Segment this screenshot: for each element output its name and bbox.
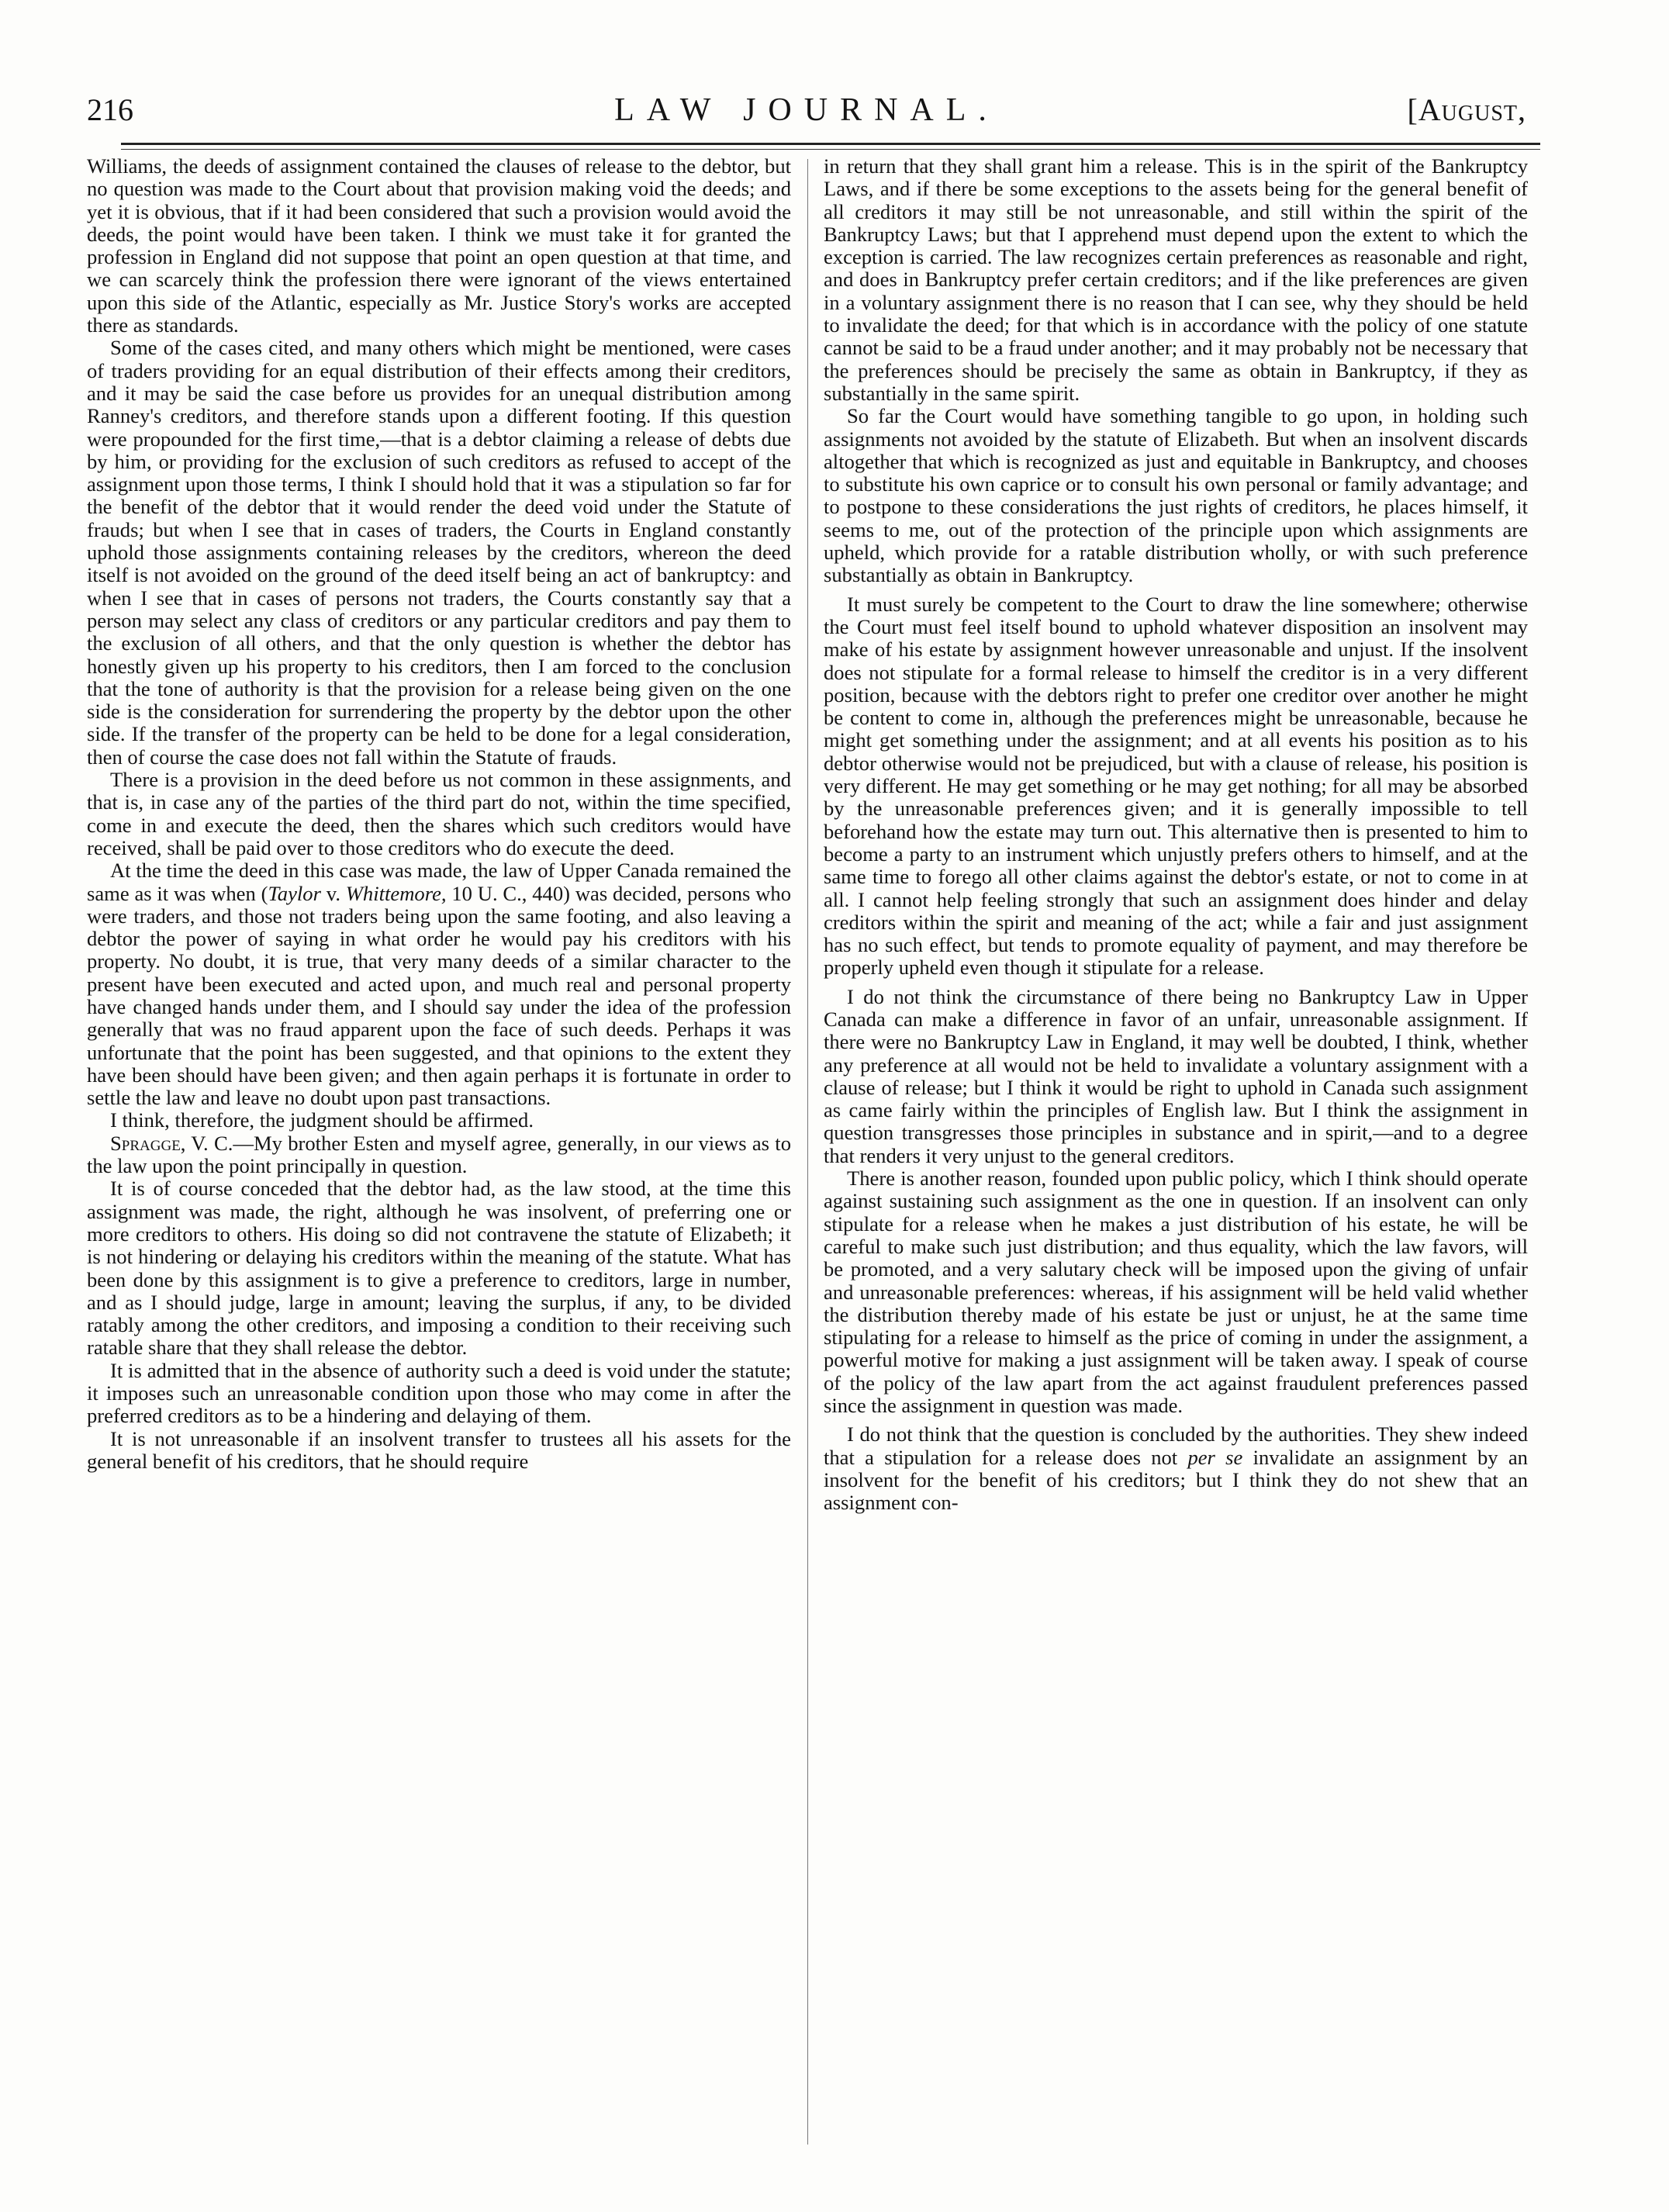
- column-divider: [807, 159, 808, 2145]
- latin-phrase: per se: [1187, 1445, 1243, 1469]
- paragraph: So far the Court would have something tangible to go upon, in holding such assignments not avoided by the statute of Elizabeth. But when an insolvent discards altogether that which is recognized as just and equitable in Bankruptcy, and chooses to substitute his own caprice or to consult his own personal or family advantage; and to postpone to these considerations the just rights of creditors, he places himself, it seems to me, out of the protection of the principle upon which assignments are upheld, which provide for a ratable distribution wholly, or with such preference substantially as obtain in Bankruptcy.: [824, 404, 1528, 587]
- text-run: v.: [320, 881, 346, 905]
- text-run: 10 U. C., 440) was decided, persons who were traders, and those not traders being upon the same footing, and also leaving a debtor the power of saying in what order he would pay his creditors with his property. No doubt, it is true, that very many deeds of a similar character to the present have been executed and acted upon, and much real and personal property have changed hands under them, and I should say under the idea of the profession generally that was no fraud apparent upon the face of such deeds. Perhaps it was unfortunate that the point has been suggested, and that opinions to the extent they have been should have been given; and then again perhaps it is fortunate in order to settle the law and leave no doubt upon past transactions.: [87, 881, 791, 1110]
- paragraph: I do not think the circumstance of there being no Bankruptcy Law in Upper Canada can make a difference in favor of an unfair, unreasonable assignment. If there were no Bankruptcy Law in England, it may well be doubted, I think, whether any preference at all would not be held to invalidate a voluntary assignment with a clause of release; but I think it would be right to uphold in Canada such assignment as came fairly within the principles of English law. But I think the assignment in question transgresses those principles in substance and in spirit,—and to a degree that renders it very unjust to the general creditors.: [824, 984, 1528, 1167]
- paragraph: [824, 1423, 1528, 1514]
- paragraph: Williams, the deeds of assignment contained the clauses of release to the debtor, but no question was made to the Court about that provision making void the deeds; and yet it is obvious, that if it had been considered that such a provision would avoid the deeds, the point would have been taken. I think we must take it for granted the profession in England did not suppose that point an open question at that time, and we can scarcely think the profession there were ignorant of the views entertained upon this side of the Atlantic, especially as Mr. Justice Story's works are accepted there as standards.: [87, 155, 791, 337]
- header-rule-thin: [121, 149, 1540, 150]
- text-run: At the time the deed in this case was made, the law of Upper Canada remained the same as it was when (: [87, 859, 791, 905]
- header-rule-thick: [121, 143, 1540, 145]
- paragraph: It is of course conceded that the debtor had, as the law stood, at the time this assignment was made, the right, although he was insolvent, of preferring one or more creditors to others. His doing so did not contravene the statute of Elizabeth; it is not hindering or delaying his creditors within the meaning of the statute. What has been done by this assignment is to give a preference to creditors, large in number, and as I should judge, large in amount; leaving the surplus, if any, to be divided ratably among the other creditors, and imposing a condition to their receiving such ratable share that they shall release the debtor.: [87, 1177, 791, 1360]
- case-name: Whittemore,: [345, 881, 447, 905]
- paragraph: [87, 1132, 791, 1178]
- speaker-name: Spragge, V. C.: [110, 1131, 233, 1155]
- paragraph: It is admitted that in the absence of authority such a deed is void under the statute; it imposes such an unreasonable condition upon those who may come in after the preferred creditors as to be a hindering and delaying of them.: [87, 1358, 791, 1428]
- issue-date: [August,: [1407, 92, 1526, 127]
- paragraph: It must surely be competent to the Court to draw the line somewhere; otherwise the Court must feel itself bound to uphold whatever disposition an insolvent may make of his estate by assignment however unreasonable and unjust. If the insolvent does not stipulate for a formal release to himself the creditor is in a very different position, because with the debtors right to prefer one creditor over another he might be content to come in, although the preferences might be unreasonable, because he might get something under the assignment; and at all events his position as to his debtor otherwise would not be prejudiced, but with a clause of release, his position is very different. He may get something or he may get nothing; for all may be absorbed by the unreasonable preferences given; and it is generally impossible to tell beforehand how the estate may turn out. This alternative then is presented to him to become a party to an instrument which unjustly prefers others to himself, and at the same time to forego all other claims against the debtor's estate, or not to come in at all. I cannot help feeling strongly that such an assignment does hinder and delay creditors within the spirit and meaning of the act; while a fair and just assignment has no such effect, but tends to promote equality of payment, and may therefore be properly upheld even though it stipulate for a release.: [824, 592, 1528, 980]
- paragraph: in return that they shall grant him a release. This is in the spirit of the Bankruptcy Laws, and if there be some exceptions to the assets being for the general benefit of all creditors it may still be not unreasonable, and still within the spirit of the Bankruptcy Laws; but that I apprehend must depend upon the extent to which the exception is carried. The law recognizes certain preferences as reasonable and right, and does in Bankruptcy prefer certain creditors; and if the like preferences are given in a voluntary assignment there is no reason that I can see, why they should be held to invalidate the deed; for that which is in accordance with the policy of one statute cannot be said to be a fraud under another; and it may probably not be necessary that the preferences should be precisely the same as obtain in Bankruptcy, if they as substantially in the same spirit.: [824, 155, 1528, 405]
- paragraph: It is not unreasonable if an insolvent transfer to trustees all his assets for the general benefit of his creditors, that he should require: [87, 1426, 791, 1473]
- page-header: [87, 92, 1526, 130]
- left-column: [87, 155, 791, 2164]
- text-run: I do not think that the question is concluded by the authorities. They shew indeed that a stipulation for a release does not: [824, 1422, 1528, 1469]
- paragraph: Some of the cases cited, and many others which might be mentioned, were cases of traders providing for an equal distribution of their effects among their creditors, and it may be said the case before us provides for an unequal distribution among Ranney's creditors, and therefore stands upon a different footing. If this question were propounded for the first time,—that is a debtor claiming a release of debts due by him, or providing for the exclusion of such creditors as refused to accept of the assignment upon those terms, I think I should hold that it was a stipulation so far for the benefit of the debtor that it would render the deed void under the Statute of frauds; but when I see that in cases of traders, the Courts in England constantly uphold those assignments containing releases by the creditors, whereon the deed itself is not avoided on the ground of the deed itself being an act of bankruptcy: and when I see that in cases of persons not traders, the Courts constantly say that a person may select any class of creditors or any particular creditors and pay them to the exclusion of all others, and that the only question is whether the debtor has honestly given up his property to his creditors, then I am forced to the conclusion that the tone of authority is that the provision for a release being given on the one side is the consideration for surrendering the property by the debtor upon the other side. If the transfer of the property can be held to be done for a legal consideration, then of course the case does not fall within the Statute of frauds.: [87, 336, 791, 769]
- text-run: —My brother Esten and myself agree, generally, in our views as to the law upon the point principally in question.: [87, 1131, 791, 1178]
- text-run: invalidate an assignment by an insolvent for the benefit of his creditors; but I think they do not shew that an assignment con-: [824, 1445, 1528, 1515]
- paragraph: I think, therefore, the judgment should be affirmed.: [110, 1108, 534, 1132]
- paragraph: There is another reason, founded upon public policy, which I think should operate against sustaining such assignment as the one in question. If an insolvent can only stipulate for a release when he makes a just distribution of his estate, he will be careful to make such just distribution; and thus equality, which the law favors, will be promoted, and a very salutary check will be imposed upon the giving of unfair and unreasonable preferences: whereas, if his assignment will be held valid whether the distribution thereby made of his estate be just or unjust, he at the same time stipulating for a release to himself as the price of coming in under the assignment, a powerful motive for making a just assignment will be taken away. I speak of course of the policy of the law apart from the act against fraudulent preferences passed since the assignment in question was made.: [824, 1166, 1528, 1418]
- case-name: Taylor: [268, 881, 321, 905]
- right-column: [824, 155, 1528, 2164]
- journal-title: LAW JOURNAL.: [614, 92, 999, 128]
- paragraph: There is a provision in the deed before us not common in these assignments, and that is, in case any of the parties of the third part do not, within the time specified, come in and execute the deed, then the shares which such creditors would have received, shall be paid over to those creditors who do execute the deed.: [87, 768, 791, 859]
- paragraph: [87, 859, 791, 1109]
- page-number: 216: [87, 92, 133, 127]
